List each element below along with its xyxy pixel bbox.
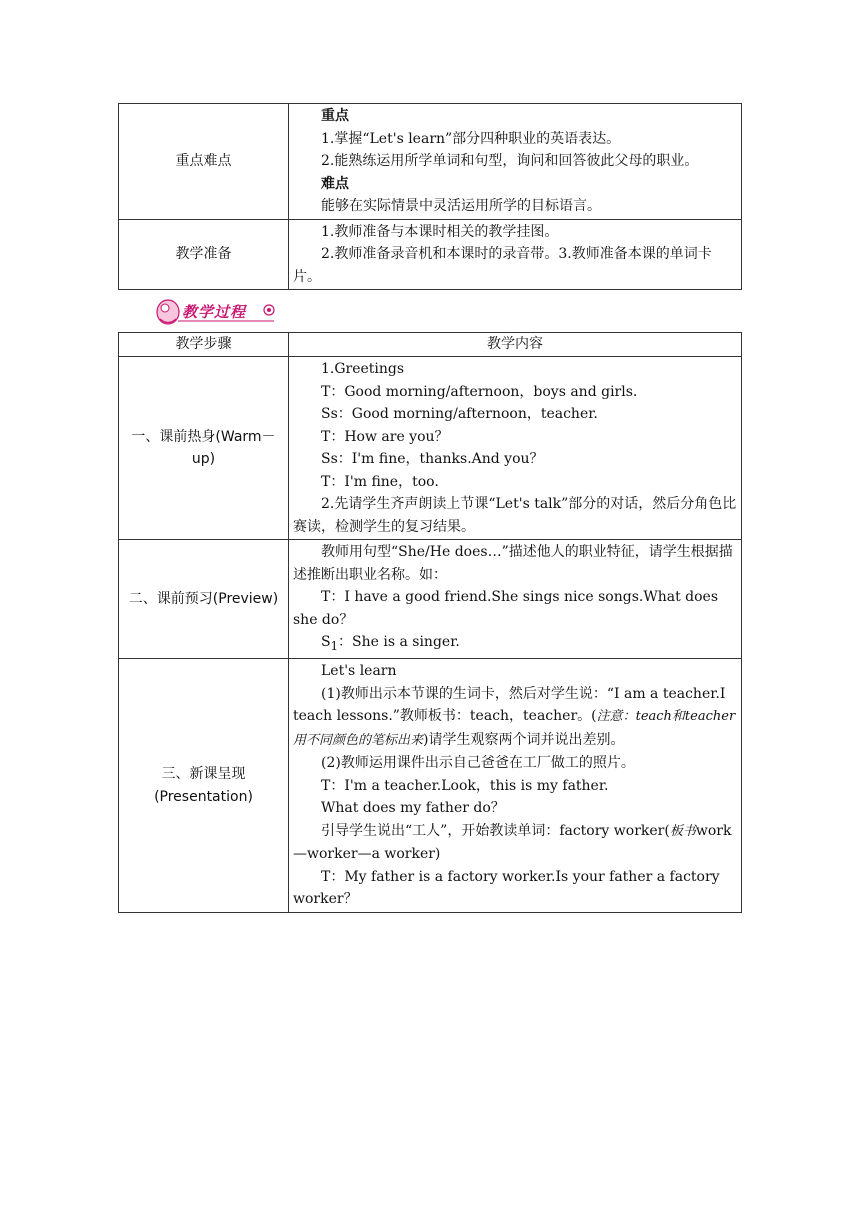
heading-difficulty: 难点: [321, 175, 349, 192]
note-span: 注意：teach和teacher用不同颜色的笔标出来: [293, 709, 736, 748]
text-line: 2.先请学生齐声朗读上节课“Let's talk”部分的对话，然后分角色比赛读，检测学生的复习结果。: [293, 496, 737, 535]
text-line: 1.教师准备与本课时相关的教学挂图。: [321, 223, 559, 240]
text-span: )请学生观察两个词并说出差别。: [423, 731, 625, 748]
text-line: 1.掌握“Let's learn”部分四种职业的英语表达。: [321, 130, 621, 147]
text-line: T：I'm a teacher.Look，this is my father.: [321, 777, 609, 794]
text-line: 2.能熟练运用所学单词和句型，询问和回答彼此父母的职业。: [321, 153, 699, 169]
preparation-content: [289, 219, 742, 290]
text-span: (1)教师出示本节课的生词卡，然后对学生说：“I am a teacher.I teach lessons.”教师板书：teach，teacher。(: [293, 685, 726, 725]
key-points-table: [118, 103, 742, 290]
label-line: 三、新课呈现: [161, 766, 246, 783]
text-line: 1.Greetings: [321, 361, 405, 377]
key-points-content: [289, 104, 742, 220]
text-span: 引导学生说出“工人”，开始教读单词：factory worker(: [321, 822, 670, 839]
text-line: Let's learn: [321, 663, 397, 680]
text-line: T：My father is a factory worker.Is your father a factory worker？: [293, 868, 720, 908]
note-span: 板书: [669, 823, 696, 839]
text-line: T：Good morning/afternoon，boys and girls.: [321, 383, 638, 400]
text-line: Ss：I'm fine，thanks.And you？: [321, 451, 544, 467]
banner-label: 教学过程: [182, 303, 247, 321]
preview-content: [289, 540, 742, 659]
speaker-subscript: 1: [330, 638, 339, 653]
heading-key: 重点: [321, 108, 349, 124]
table-row: [119, 540, 742, 659]
header-steps: 教学步骤: [119, 333, 289, 357]
text-line: T：I have a good friend.She sings nice songs.What does she do？: [293, 589, 719, 628]
text-line: [293, 631, 737, 657]
text-line: Ss：Good morning/afternoon，teacher.: [321, 406, 598, 422]
text-line: (2)教师运用课件出示自己爸爸在工厂做工的照片。: [321, 755, 635, 772]
text-line: T：I'm fine，too.: [321, 473, 439, 490]
text-line: 能够在实际情景中灵活运用所学的目标语言。: [321, 198, 601, 214]
text-line: [293, 820, 737, 866]
teaching-process-table: [118, 332, 742, 913]
speaker-prefix: S: [321, 634, 331, 650]
text-line: 教师用句型“She/He does…”描述他人的职业特征，请学生根据描述推断出职业名称。如：: [293, 544, 733, 583]
table-row: [119, 659, 742, 913]
row-label-warmup: 一、课前热身(Warm－up): [119, 357, 289, 540]
row-label-presentation: [119, 659, 289, 913]
row-label-preparation: 教学准备: [119, 219, 289, 290]
table-row: [119, 104, 742, 220]
section-banner: [152, 295, 280, 327]
text-line: T：How are you？: [321, 428, 449, 445]
text-line: 2.教师准备录音机和本课时的录音带。3.教师准备本课的单词卡片。: [293, 246, 712, 285]
row-label-key-points: 重点难点: [119, 104, 289, 220]
text-span: work—worker—a worker): [293, 822, 732, 863]
speaker-text: ：She is a singer.: [338, 634, 460, 650]
text-line: [293, 683, 737, 753]
text-line: What does my father do？: [321, 800, 505, 817]
table-row: [119, 357, 742, 540]
table-header-row: [119, 333, 742, 357]
presentation-content: [289, 659, 742, 913]
table-row: [119, 219, 742, 290]
header-content: 教学内容: [289, 333, 742, 357]
label-line: (Presentation): [154, 788, 253, 805]
row-label-preview: 二、课前预习(Preview): [119, 540, 289, 659]
warmup-content: [289, 357, 742, 540]
